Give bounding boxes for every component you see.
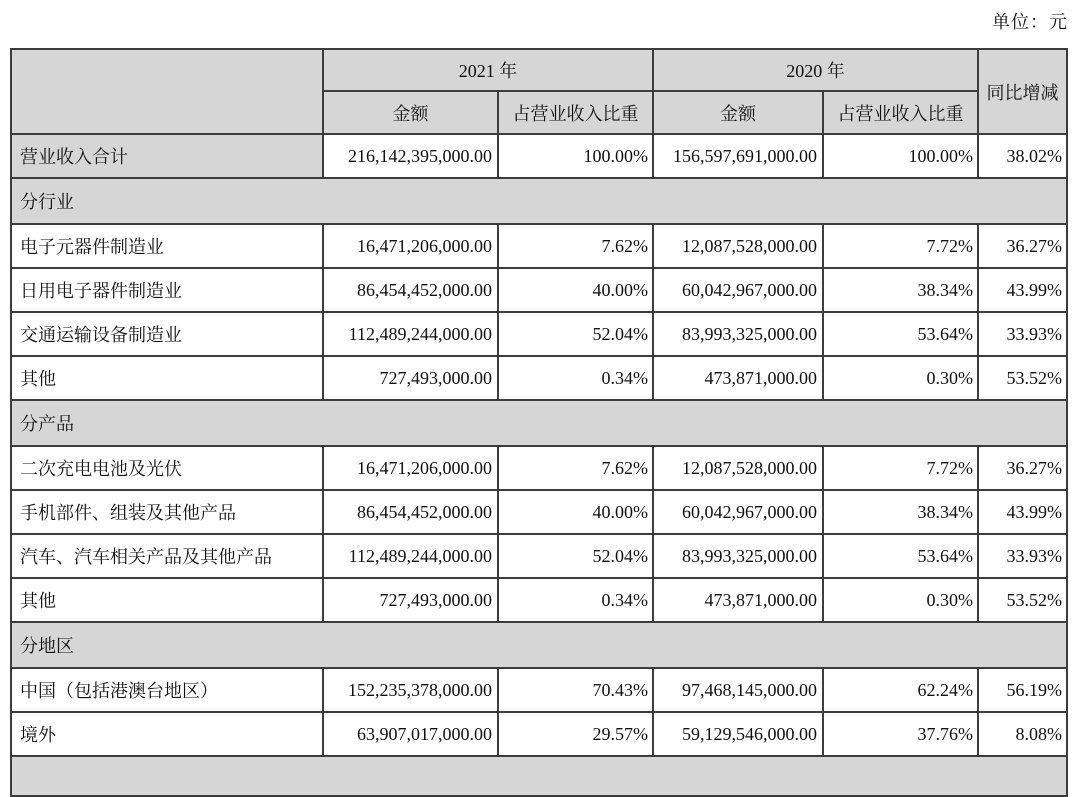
cell-share-2021: 0.34% — [498, 356, 653, 400]
cell-yoy: 33.93% — [978, 534, 1067, 578]
row-label: 交通运输设备制造业 — [11, 312, 323, 356]
cell-amount-2021: 86,454,452,000.00 — [323, 268, 498, 312]
column-group-2021: 2021 年 — [323, 49, 653, 91]
cell-share-2020: 7.72% — [823, 446, 978, 490]
cell-share-2021: 0.34% — [498, 578, 653, 622]
cell-share-2020: 7.72% — [823, 224, 978, 268]
column-group-2020: 2020 年 — [653, 49, 978, 91]
cell-amount-2020: 473,871,000.00 — [653, 578, 823, 622]
cell-yoy: 8.08% — [978, 712, 1067, 756]
cell-share-2021: 100.00% — [498, 134, 653, 178]
table-row — [11, 356, 1067, 400]
cell-share-2021: 52.04% — [498, 312, 653, 356]
section-row-clipped — [11, 756, 1067, 796]
table-row — [11, 668, 1067, 712]
row-label: 手机部件、组装及其他产品 — [11, 490, 323, 534]
cell-amount-2020: 60,042,967,000.00 — [653, 268, 823, 312]
cell-share-2021: 52.04% — [498, 534, 653, 578]
section-title-clipped — [11, 756, 1067, 796]
corner-empty-cell — [11, 49, 323, 134]
cell-amount-2021: 152,235,378,000.00 — [323, 668, 498, 712]
row-label: 其他 — [11, 578, 323, 622]
cell-amount-2021: 16,471,206,000.00 — [323, 224, 498, 268]
row-label: 日用电子器件制造业 — [11, 268, 323, 312]
cell-share-2020: 0.30% — [823, 578, 978, 622]
cell-amount-2020: 59,129,546,000.00 — [653, 712, 823, 756]
cell-share-2020: 53.64% — [823, 312, 978, 356]
cell-yoy: 36.27% — [978, 224, 1067, 268]
table-row — [11, 534, 1067, 578]
cell-amount-2021: 112,489,244,000.00 — [323, 534, 498, 578]
cell-share-2021: 40.00% — [498, 490, 653, 534]
cell-share-2020: 38.34% — [823, 268, 978, 312]
cell-share-2020: 38.34% — [823, 490, 978, 534]
cell-share-2021: 70.43% — [498, 668, 653, 712]
cell-yoy: 53.52% — [978, 356, 1067, 400]
header-row-years — [11, 49, 1067, 91]
cell-amount-2020: 12,087,528,000.00 — [653, 446, 823, 490]
row-label: 营业收入合计 — [11, 134, 323, 178]
cell-amount-2020: 97,468,145,000.00 — [653, 668, 823, 712]
cell-share-2021: 40.00% — [498, 268, 653, 312]
cell-amount-2020: 156,597,691,000.00 — [653, 134, 823, 178]
cell-amount-2020: 12,087,528,000.00 — [653, 224, 823, 268]
table-row-total — [11, 134, 1067, 178]
section-title: 分地区 — [11, 622, 1067, 668]
cell-amount-2021: 16,471,206,000.00 — [323, 446, 498, 490]
cell-amount-2021: 86,454,452,000.00 — [323, 490, 498, 534]
table-row — [11, 490, 1067, 534]
cell-amount-2020: 473,871,000.00 — [653, 356, 823, 400]
cell-amount-2020: 83,993,325,000.00 — [653, 312, 823, 356]
revenue-breakdown-table — [10, 48, 1068, 797]
cell-yoy: 53.52% — [978, 578, 1067, 622]
table-row — [11, 268, 1067, 312]
cell-share-2020: 100.00% — [823, 134, 978, 178]
cell-share-2021: 29.57% — [498, 712, 653, 756]
cell-share-2020: 53.64% — [823, 534, 978, 578]
cell-yoy: 43.99% — [978, 268, 1067, 312]
cell-share-2020: 0.30% — [823, 356, 978, 400]
column-header-2021-share: 占营业收入比重 — [498, 91, 653, 134]
table-row — [11, 712, 1067, 756]
row-label: 境外 — [11, 712, 323, 756]
cell-yoy: 36.27% — [978, 446, 1067, 490]
cell-amount-2020: 83,993,325,000.00 — [653, 534, 823, 578]
column-header-yoy: 同比增减 — [978, 49, 1067, 134]
cell-amount-2021: 216,142,395,000.00 — [323, 134, 498, 178]
table-row — [11, 578, 1067, 622]
section-title: 分行业 — [11, 178, 1067, 224]
row-label: 二次充电电池及光伏 — [11, 446, 323, 490]
column-header-2020-share: 占营业收入比重 — [823, 91, 978, 134]
row-label: 其他 — [11, 356, 323, 400]
column-header-2021-amount: 金额 — [323, 91, 498, 134]
section-row-product — [11, 400, 1067, 446]
section-row-industry — [11, 178, 1067, 224]
table-row — [11, 224, 1067, 268]
cell-share-2020: 37.76% — [823, 712, 978, 756]
cell-yoy: 56.19% — [978, 668, 1067, 712]
row-label: 电子元器件制造业 — [11, 224, 323, 268]
cell-share-2021: 7.62% — [498, 446, 653, 490]
unit-label: 单位：元 — [992, 12, 1068, 32]
table-row — [11, 312, 1067, 356]
cell-amount-2021: 63,907,017,000.00 — [323, 712, 498, 756]
section-title: 分产品 — [11, 400, 1067, 446]
section-row-region — [11, 622, 1067, 668]
cell-share-2021: 7.62% — [498, 224, 653, 268]
cell-amount-2021: 727,493,000.00 — [323, 356, 498, 400]
column-header-2020-amount: 金额 — [653, 91, 823, 134]
cell-share-2020: 62.24% — [823, 668, 978, 712]
row-label: 中国（包括港澳台地区） — [11, 668, 323, 712]
cell-amount-2020: 60,042,967,000.00 — [653, 490, 823, 534]
table-row — [11, 446, 1067, 490]
cell-yoy: 38.02% — [978, 134, 1067, 178]
row-label: 汽车、汽车相关产品及其他产品 — [11, 534, 323, 578]
cell-amount-2021: 727,493,000.00 — [323, 578, 498, 622]
cell-yoy: 33.93% — [978, 312, 1067, 356]
cell-yoy: 43.99% — [978, 490, 1067, 534]
cell-amount-2021: 112,489,244,000.00 — [323, 312, 498, 356]
